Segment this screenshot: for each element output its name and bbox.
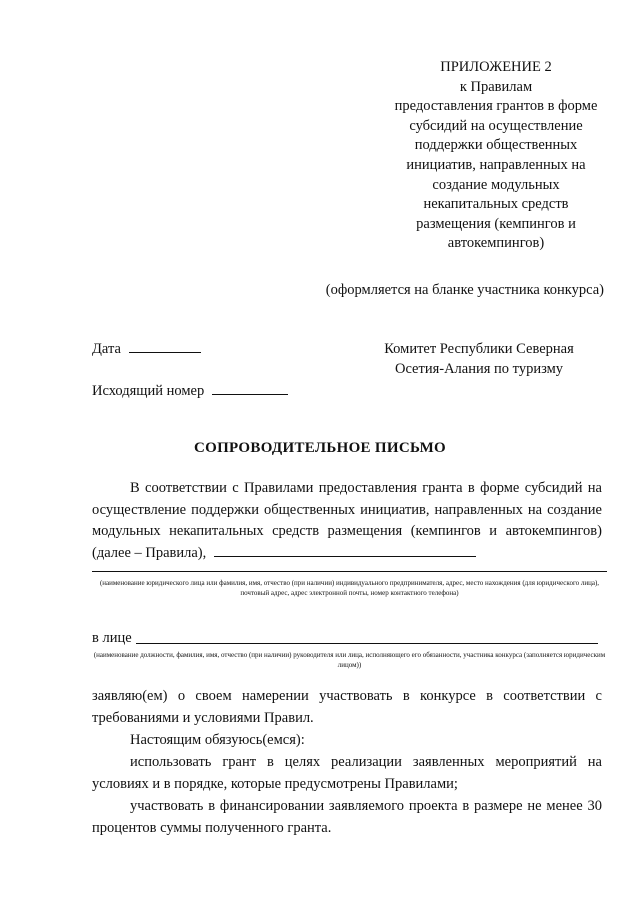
appendix-line: автокемпингов) <box>447 235 545 252</box>
outgoing-number-label: Исходящий номер <box>92 383 205 399</box>
recipient-line: Осетия-Алания по туризму <box>394 360 564 377</box>
outgoing-number-blank[interactable] <box>212 382 288 395</box>
appendix-line: предоставления грантов в форме <box>394 98 598 115</box>
appendix-line: размещения (кемпингов и <box>416 215 576 232</box>
recipient-line: Комитет Республики Северная <box>384 341 574 357</box>
statement-paragraph: заявляю(ем) о своем намерении участвовать в конкурсе в соответствии с требованиями и условиями Правил. <box>92 688 602 726</box>
obligation-item-cofinancing: участвовать в финансировании заявляемого проекта в размере не менее 30 процентов суммы полученного гранта. <box>92 798 602 836</box>
intro-paragraph-text: В соответствии с Правилами предоставления гранта в форме субсидий на осуществление поддержки общественных инициатив, направленных на создание модульных некапитальных средств размещения (кемпингов и автокемпингов) (далее – Правила), <box>92 480 602 561</box>
intro-paragraph <box>92 478 602 564</box>
appendix-line: поддержки общественных <box>414 137 578 154</box>
outgoing-number-field[interactable] <box>92 382 288 400</box>
date-field[interactable] <box>92 340 201 358</box>
in-person-label: в лице <box>92 630 132 646</box>
appendix-line: некапитальных средств <box>423 196 569 213</box>
obligation-item-grant-use: использовать грант в целях реализации заявленных мероприятий на условиях и в порядке, которые предусмотрены Правилами; <box>92 754 602 792</box>
appendix-line: субсидий на осуществление <box>409 117 583 134</box>
recipient-block <box>350 340 608 379</box>
appendix-header <box>360 58 632 254</box>
form-note: (оформляется на бланке участника конкурса) <box>325 282 604 298</box>
appendix-line: создание модульных <box>432 176 560 193</box>
representative-note: (наименование должности, фамилия, имя, отчество (при наличии) руководителя или лица, исполняющего его обязанности, участника конкурса (заполняется юридическим лицом)) <box>93 651 606 669</box>
representative-line[interactable] <box>136 643 598 644</box>
applicant-details-line[interactable] <box>92 571 607 572</box>
appendix-line: инициатив, направленных на <box>406 156 586 173</box>
appendix-line: к Правилам <box>459 78 533 95</box>
obligation-heading: Настоящим обязуюсь(емся): <box>130 732 305 748</box>
date-blank[interactable] <box>129 340 201 353</box>
applicant-details-note: (наименование юридического лица или фамилия, имя, отчество (при наличии) индивидуального предпринимателя, адрес, место нахождения (для юридического лица), почтовый адрес, адрес электронной почты, номер контактного телефона) <box>99 579 600 597</box>
date-label: Дата <box>92 341 121 357</box>
appendix-line: ПРИЛОЖЕНИЕ 2 <box>440 59 552 75</box>
document-title: СОПРОВОДИТЕЛЬНОЕ ПИСЬМО <box>193 440 447 456</box>
applicant-name-blank[interactable] <box>214 544 476 557</box>
